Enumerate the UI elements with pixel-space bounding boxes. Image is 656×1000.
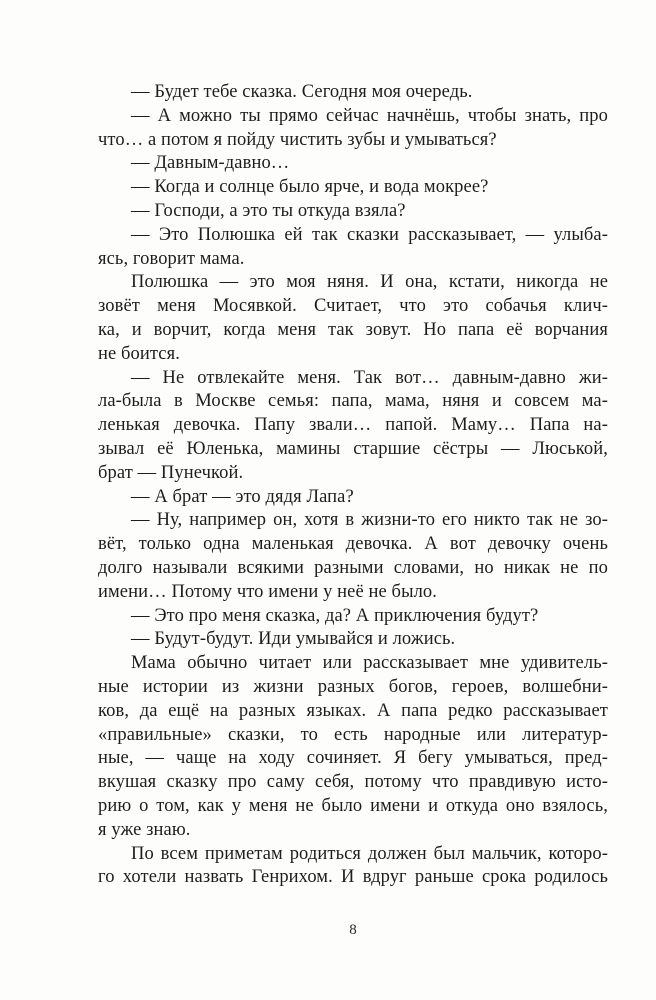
text-line: что… а потом я пойду чистить зубы и умываться? [98, 129, 497, 150]
text-line: — Господи, а это ты откуда взяла? [131, 200, 406, 221]
text-line: — Будет тебе сказка. Сегодня моя очередь. [131, 82, 473, 102]
text-line: — Когда и солнце было ярче, и вода мокрее? [131, 177, 489, 198]
paragraph [98, 152, 608, 176]
paragraph [98, 605, 608, 629]
text-line: зывал её Юленька, мамины старшие сёстры — Люськой, [98, 438, 608, 459]
paragraph [98, 81, 608, 105]
text-line: брат — Пунечкой. [98, 462, 244, 483]
paragraph [98, 271, 608, 366]
text-line: — А брат — это дядя Лапа? [131, 486, 354, 507]
text-line: ла-была в Москве семья: папа, мама, няня и совсем ма- [98, 391, 608, 412]
paragraph [98, 176, 608, 200]
text-line: вёт, только одна маленькая девочка. А вот девочку очень [98, 534, 608, 555]
text-line: — Не отвлекайте меня. Так вот… давным-давно жи- [131, 367, 608, 388]
page-number: 8 [349, 922, 357, 938]
paragraph [98, 200, 608, 224]
paragraph [98, 224, 608, 272]
paragraph [98, 367, 608, 486]
text-line: Мама обычно читает или рассказывает мне удивитель- [131, 653, 608, 674]
text-line: ка, и ворчит, когда меня так зовут. Но папа её ворчания [98, 319, 608, 340]
page-text [98, 81, 608, 890]
text-line: зовёт меня Мосявкой. Считает, что это собачья клич- [98, 296, 608, 317]
paragraph [98, 628, 608, 652]
text-line: вкушая сказку про саму себя, потому что правдивую исто- [98, 772, 608, 793]
text-line: ные, — чаще на ходу сочиняет. Я бегу умываться, пред- [98, 748, 608, 769]
text-line: Полюшка — это моя няня. И она, кстати, никогда не [131, 272, 608, 293]
paragraph [98, 509, 608, 604]
text-line: я уже знаю. [98, 819, 191, 840]
text-line: — Ну, например он, хотя в жизни-то его никто так не зо- [131, 510, 608, 531]
text-line: долго называли всякими разными словами, но никак не по [98, 557, 608, 578]
text-line: — Это Полюшка ей так сказки рассказывает, — улыба- [131, 224, 608, 245]
text-line: — Будут-будут. Иди умывайся и ложись. [131, 629, 456, 650]
text-line: ков, да ещё на разных языках. А папа редко рассказывает [98, 700, 608, 721]
text-line: «правильные» сказки, то есть народные или литератур- [98, 724, 608, 745]
paragraph [98, 843, 608, 891]
paragraph [98, 652, 608, 842]
text-line: го хотели назвать Генрихом. И вдруг раньше срока родилось [98, 867, 608, 888]
text-line: — А можно ты прямо сейчас начнёшь, чтобы знать, про [131, 105, 608, 126]
text-line: имени… Потому что имени у неё не было. [98, 581, 438, 602]
paragraph [98, 486, 608, 510]
text-line: рию о том, как у меня не было имени и откуда оно взялось, [98, 795, 608, 816]
text-line: не боится. [98, 343, 180, 364]
text-line: ленькая девочка. Папу звали… папой. Маму… Папа на- [98, 415, 608, 436]
text-line: ные истории из жизни разных богов, героев, волшебни- [98, 676, 608, 697]
text-line: — Это про меня сказка, да? А приключения будут? [131, 605, 539, 626]
text-line: — Давным-давно… [131, 153, 290, 174]
paragraph [98, 105, 608, 153]
text-line: По всем приметам родиться должен был мальчик, которо- [131, 843, 608, 864]
text-line: ясь, говорит мама. [98, 248, 245, 269]
